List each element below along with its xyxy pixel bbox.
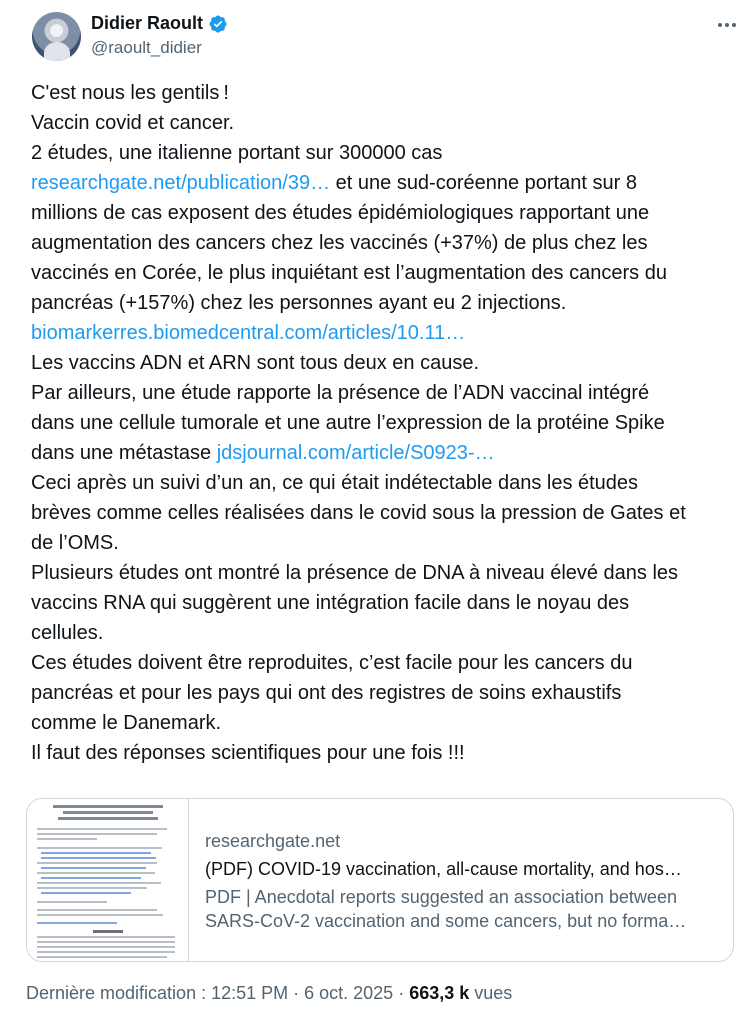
- tweet-text-line: [31, 438, 746, 468]
- tweet-header: [0, 0, 756, 70]
- tweet-text-line: [31, 468, 746, 498]
- tweet-text-segment: dans une métastase: [31, 442, 217, 464]
- tweet-text-segment: Par ailleurs, une étude rapporte la présence de l’ADN vaccinal intégré: [31, 382, 650, 404]
- last-modified-time[interactable]: Dernière modification : 12:51 PM: [26, 983, 289, 1003]
- tweet-text-line: [31, 258, 746, 288]
- tweet-text-line: [31, 198, 746, 228]
- views-label: vues: [474, 983, 513, 1003]
- tweet-text-segment: dans une cellule tumorale et une autre l’expression de la protéine Spike: [31, 412, 665, 434]
- tweet-text-line: [31, 618, 746, 648]
- tweet-text-segment: comme le Danemark.: [31, 712, 222, 734]
- tweet-text-line: [31, 498, 746, 528]
- tweet-text-line: [31, 648, 746, 678]
- link-card-description: [205, 885, 725, 933]
- tweet-text-line: [31, 138, 746, 168]
- tweet-text-line: [31, 588, 746, 618]
- tweet-text-line: [31, 288, 746, 318]
- tweet-text-segment: pancréas (+157%) chez les personnes ayant eu 2 injections.: [31, 292, 567, 314]
- tweet-text: [31, 78, 746, 768]
- tweet-text-segment: de l’OMS.: [31, 532, 119, 554]
- link-card-thumbnail: [27, 799, 189, 961]
- views-count: 663,3 k: [409, 983, 470, 1003]
- tweet-link[interactable]: biomarkerres.biomedcentral.com/articles/10.11…: [31, 322, 466, 344]
- meta-separator: ·: [398, 983, 405, 1003]
- tweet-text-line: [31, 738, 746, 768]
- tweet-text-segment: vaccins RNA qui suggèrent une intégration facile dans le noyau des: [31, 592, 630, 614]
- link-card-description-line: PDF | Anecdotal reports suggested an association between: [205, 887, 677, 907]
- tweet-meta: [26, 983, 512, 1004]
- link-card-title: (PDF) COVID-19 vaccination, all-cause mortality, and hos…: [205, 859, 682, 879]
- tweet-text-segment: cellules.: [31, 622, 104, 644]
- tweet-text-line: [31, 348, 746, 378]
- tweet-text-line: [31, 168, 746, 198]
- tweet-text-segment: Plusieurs études ont montré la présence de DNA à niveau élevé dans les: [31, 562, 679, 584]
- tweet-text-segment: Les vaccins ADN et ARN sont tous deux en cause.: [31, 352, 480, 374]
- link-card-description-line: SARS-CoV-2 vaccination and some cancers, but no forma…: [205, 911, 687, 931]
- tweet-text-line: [31, 528, 746, 558]
- link-card[interactable]: [26, 798, 734, 962]
- tweet-text-line: [31, 558, 746, 588]
- post-date[interactable]: 6 oct. 2025: [304, 983, 394, 1003]
- tweet-text-segment: millions de cas exposent des études épidémiologiques rapportant une: [31, 202, 650, 224]
- tweet-link[interactable]: jdsjournal.com/article/S0923-…: [216, 442, 495, 464]
- more-horizontal-icon[interactable]: [714, 12, 740, 38]
- verified-badge-icon: [208, 14, 228, 34]
- tweet-text-segment: vaccinés en Corée, le plus inquiétant est l’augmentation des cancers du: [31, 262, 667, 284]
- tweet-text-line: [31, 408, 746, 438]
- tweet-text-line: [31, 378, 746, 408]
- tweet-text-segment: Il faut des réponses scientifiques pour une fois !!!: [31, 742, 465, 764]
- tweet-text-segment: et une sud-coréenne portant sur 8: [330, 172, 637, 194]
- tweet-text-segment: augmentation des cancers chez les vaccinés (+37%) de plus chez les: [31, 232, 648, 254]
- tweet-link[interactable]: researchgate.net/publication/39…: [31, 172, 331, 194]
- tweet-text-line: [31, 318, 746, 348]
- tweet-text-segment: Ceci après un suivi d’un an, ce qui était indétectable dans les études: [31, 472, 639, 494]
- tweet-text-segment: Vaccin covid et cancer.: [31, 112, 235, 134]
- avatar[interactable]: [32, 12, 81, 61]
- tweet-text-segment: brèves comme celles réalisées dans le covid sous la pression de Gates et: [31, 502, 686, 524]
- tweet-text-line: [31, 678, 746, 708]
- tweet-text-line: [31, 708, 746, 738]
- meta-separator: ·: [293, 983, 300, 1003]
- author-handle[interactable]: @raoult_didier: [91, 38, 202, 57]
- tweet-text-segment: pancréas et pour les pays qui ont des registres de soins exhaustifs: [31, 682, 622, 704]
- tweet-text-line: [31, 228, 746, 258]
- tweet-text-segment: 2 études, une italienne portant sur 300000 cas: [31, 142, 443, 164]
- tweet-text-line: [31, 108, 746, 138]
- tweet-text-segment: C'est nous les gentils !: [31, 82, 229, 104]
- tweet-text-segment: Ces études doivent être reproduites, c’est facile pour les cancers du: [31, 652, 633, 674]
- link-card-body[interactable]: [189, 799, 733, 961]
- author-name-row[interactable]: [91, 13, 228, 34]
- link-card-domain: researchgate.net: [205, 831, 341, 851]
- author-display-name[interactable]: Didier Raoult: [91, 13, 204, 33]
- document-preview-image: [33, 801, 183, 961]
- tweet-text-line: [31, 78, 746, 108]
